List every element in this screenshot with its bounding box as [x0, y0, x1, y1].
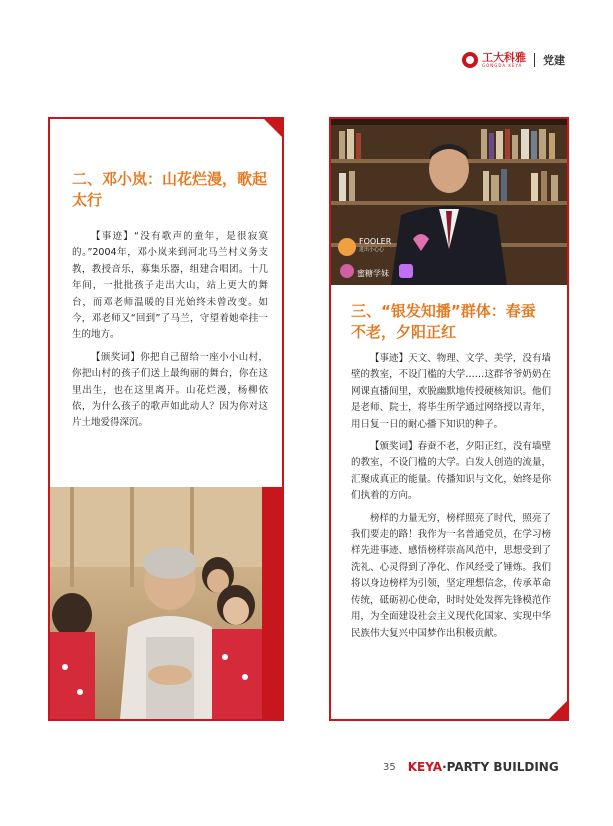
- footer-brand-suffix: ·PARTY BUILDING: [442, 760, 559, 774]
- left-title-line2: 太行: [72, 191, 103, 209]
- right-paragraph-citation: 【颁奖词】春蚕不老，夕阳正红，没有墙壁的教室，不设门槛的大学。白发人创造的流量，汇聚成真正的能量。传播知识与文化，始终是你们执着的方向。: [351, 441, 551, 502]
- brand-name-block: [482, 52, 526, 68]
- section-label: 党建: [543, 54, 565, 67]
- footer-brand-keya: KEYA: [407, 760, 443, 774]
- header-logo: [462, 52, 565, 68]
- live-gift2-icon: [399, 264, 413, 278]
- left-title-line1: 二、邓小岚：山花烂漫，歌起: [72, 170, 268, 188]
- photo-teacher-children-image: [50, 487, 282, 719]
- right-paragraph-reflection: 榜样的力量无穷，榜样照亮了时代，照亮了我们要走的路！我作为一名普通党员，在学习榜样先进事迹、感悟榜样崇高风范中，思想受到了洗礼、心灵得到了净化、作风经受了锤炼。我们将以身边榜样为引领，坚定理想信念，传承革命传统，砥砺初心使命，时时处处发挥先锋模范作用，为全面建设社会主义现代化国家、实现中华民族伟大复兴中国梦作出积极贡献。: [351, 512, 551, 639]
- corner-accent: [547, 699, 569, 721]
- left-article-card: [48, 117, 284, 721]
- photo-livestream-professor-image: [331, 119, 567, 285]
- left-article-body: [72, 169, 268, 438]
- right-article-card: [329, 117, 569, 721]
- corner-accent: [262, 117, 284, 139]
- left-article-photo: [50, 487, 282, 719]
- brand-logo-icon: [462, 52, 478, 68]
- right-title-line2: 不老，夕阳正红: [351, 323, 457, 341]
- right-article-photo: [331, 119, 567, 285]
- right-article-body: [351, 301, 551, 648]
- live-avatar-icon: [338, 238, 356, 256]
- header-divider: [534, 53, 535, 67]
- left-paragraph-deeds: 【事迹】“没有歌声的童年，是很寂寞的。”2004年，邓小岚来到河北马兰村义务支教，教授音乐，募集乐器，组建合唱团。十几年间，一批批孩子走出大山，站上更大的舞台，而邓老师温暖的目光始终未曾改变。如今，邓老师又“回到”了马兰，守望着她牵挂一生的地方。: [72, 231, 268, 341]
- live-user1-name: FOOLER: [359, 237, 392, 246]
- live-user1-block: [359, 237, 391, 255]
- footer-brand: [408, 760, 559, 774]
- live-avatar2-icon: [340, 264, 354, 278]
- brand-name: 工大科雅: [482, 51, 526, 64]
- page-number: 35: [383, 761, 396, 773]
- right-article-title: [351, 301, 551, 343]
- page-footer: [383, 760, 559, 774]
- left-article-title: [72, 169, 268, 211]
- right-title-line1: 三、“银发知播”群体：春蚕: [351, 302, 536, 320]
- live-user1-sub: 进出小心心: [359, 247, 385, 253]
- right-paragraph-deeds: 【事迹】天文、物理、文学、美学，没有墙壁的教室，不设门槛的大学……这群爷爷奶奶在网课直播间里，欢脱幽默地传授硬核知识。他们是老师、院士，将毕生所学通过网络授以青年，用日复一日的耐心播下知识的种子。: [351, 353, 551, 430]
- left-paragraph-citation: 【颁奖词】你把自己留给一座小小山村，你把山村的孩子们送上最绚丽的舞台，你在这里出生，也在这里离开。山花烂漫，杨柳依依，为什么孩子的歌声如此动人？因为你对这片土地爱得深沉。: [72, 351, 268, 429]
- live-user2-name: 蜜糖学妹: [357, 269, 389, 278]
- brand-subname: GONGDA KEYA: [482, 63, 523, 68]
